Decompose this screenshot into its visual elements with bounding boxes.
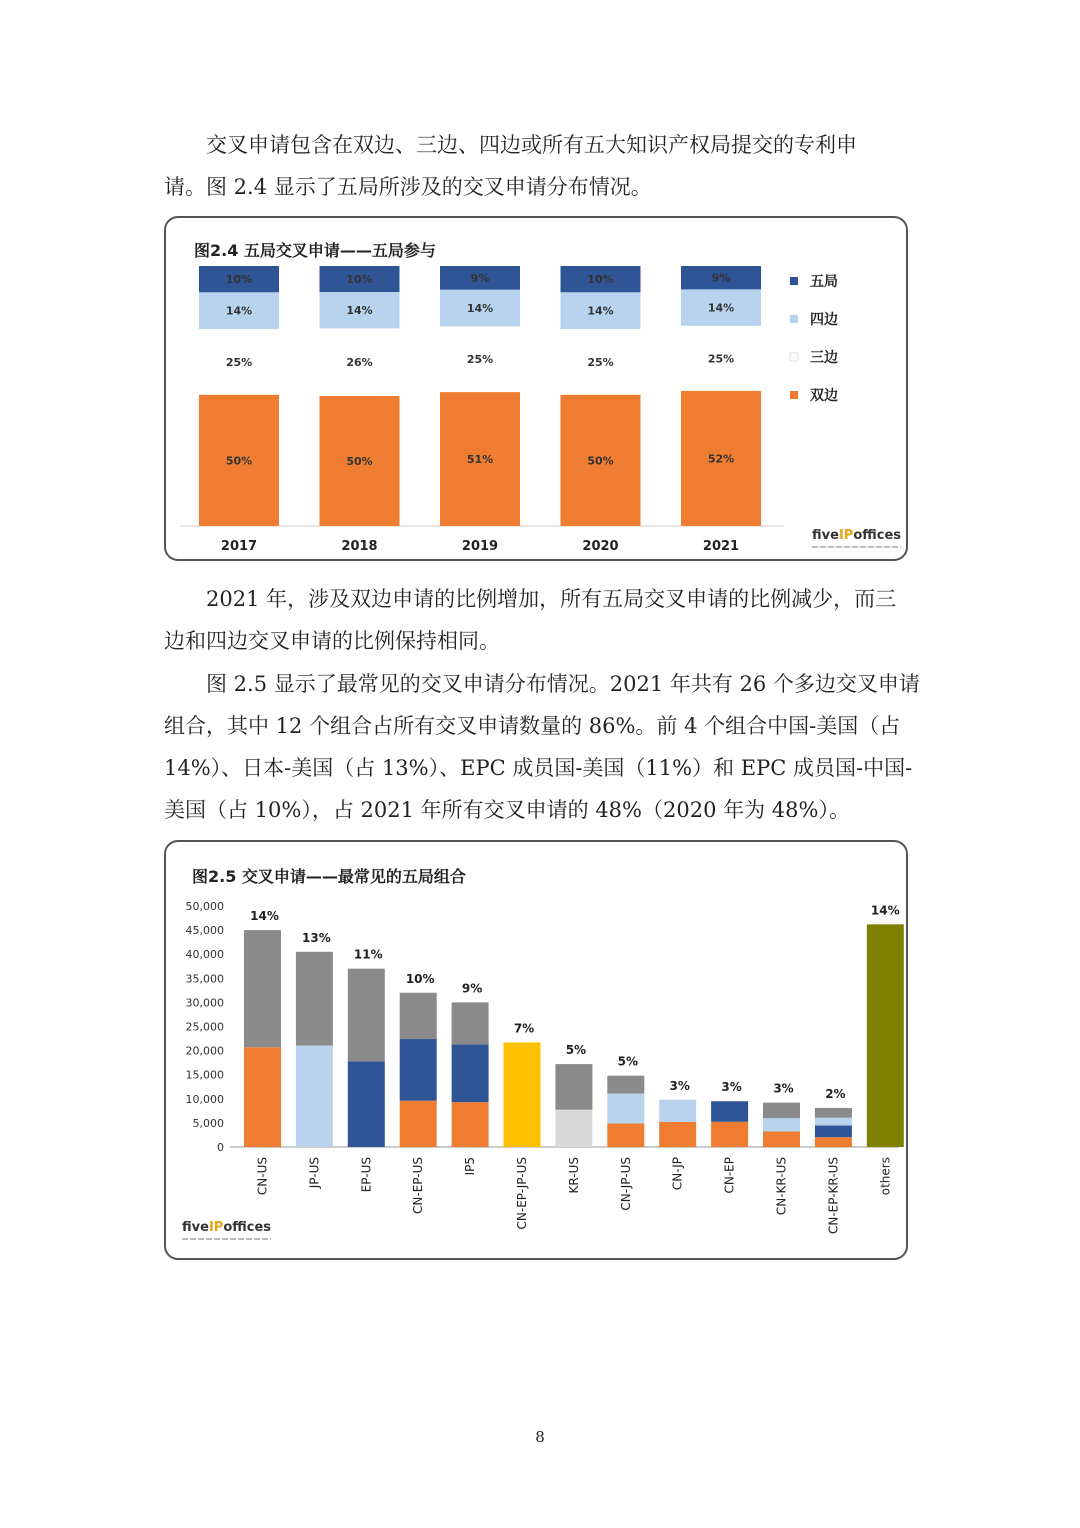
data-label: 14% — [225, 304, 253, 318]
y-tick-label: 15,000 — [185, 1068, 224, 1082]
legend-swatch — [790, 315, 798, 323]
data-label: 9% — [461, 981, 483, 996]
bar-segment — [296, 952, 333, 1046]
data-label: 52% — [707, 452, 735, 466]
x-tick-label: CN-EP — [722, 1157, 737, 1194]
data-label: 9% — [711, 271, 731, 285]
data-label: 51% — [466, 453, 494, 467]
bar-segment — [711, 1101, 748, 1122]
bar-segment — [815, 1108, 852, 1118]
text-line: 图 2.5 显示了最常见的交叉申请分布情况。2021 年共有 26 个多边交叉申请 — [164, 672, 920, 696]
text-line: 交叉申请包含在双边、三边、四边或所有五大知识产权局提交的专利申 — [164, 133, 857, 157]
bar-segment — [815, 1126, 852, 1138]
x-tick-label: others — [878, 1157, 893, 1196]
data-label: 50% — [346, 455, 373, 468]
data-label: 5% — [617, 1054, 638, 1069]
bar-chart — [166, 842, 906, 1258]
bar-segment — [763, 1131, 800, 1147]
y-tick-label: 0 — [217, 1141, 224, 1154]
figure-title: 图2.4 五局交叉申请——五局参与 — [194, 241, 436, 260]
x-tick-label: 2019 — [461, 539, 499, 554]
y-tick-label: 5,000 — [192, 1116, 224, 1130]
legend-label: 三边 — [810, 350, 838, 366]
y-tick-label: 10,000 — [185, 1092, 224, 1106]
bar-segment — [504, 1042, 541, 1147]
data-label: 25% — [587, 355, 614, 369]
text-line: 组合，其中 12 个组合占所有交叉申请数量的 86%。前 4 个组合中国-美国（占 — [164, 714, 901, 738]
x-tick-label: CN-US — [255, 1157, 270, 1196]
x-tick-label: EP-US — [359, 1157, 374, 1193]
y-tick-label: 35,000 — [185, 972, 224, 986]
bar-segment — [607, 1076, 644, 1094]
data-label: 26% — [346, 356, 373, 370]
paragraph-2 — [164, 578, 916, 662]
y-tick-label: 30,000 — [185, 996, 224, 1010]
data-label: 25% — [225, 355, 253, 369]
x-tick-label: CN-JP-US — [618, 1157, 633, 1211]
data-label: 14% — [870, 903, 900, 918]
x-tick-label: KR-US — [566, 1157, 581, 1194]
bar-segment — [763, 1103, 800, 1119]
data-label: 3% — [669, 1078, 690, 1093]
data-label: 5% — [565, 1043, 587, 1058]
x-tick-label: 2020 — [582, 539, 619, 554]
bar-segment — [452, 1044, 489, 1102]
bar-segment — [555, 1110, 592, 1147]
bar-segment — [348, 969, 385, 1062]
bar-segment — [244, 930, 281, 1047]
bar-segment — [400, 1101, 437, 1147]
bar-segment — [400, 993, 437, 1039]
data-label: 7% — [513, 1021, 535, 1036]
bar-segment — [244, 1047, 281, 1147]
x-tick-label: JP-US — [307, 1157, 322, 1189]
text-line: 14%）、日本-美国（占 13%）、EPC 成员国-美国（11%）和 EPC 成员国-中国- — [164, 756, 913, 780]
paragraph-3 — [164, 663, 920, 831]
bar-segment — [763, 1118, 800, 1131]
fiveipoffices-logo: fiveIPoffices — [182, 1220, 271, 1240]
y-tick-label: 50,000 — [185, 900, 224, 913]
x-tick-label: 2021 — [702, 539, 740, 554]
legend-label: 五局 — [810, 274, 838, 290]
bar-segment — [555, 1064, 592, 1110]
x-tick-label: IP5 — [463, 1157, 478, 1176]
data-label: 25% — [466, 353, 494, 367]
legend-swatch — [790, 353, 798, 361]
bar-segment — [711, 1122, 748, 1147]
data-label: 14% — [346, 304, 373, 318]
legend-swatch — [790, 391, 798, 399]
fiveipoffices-logo: fiveIPoffices — [812, 528, 901, 548]
legend-label: 双边 — [810, 388, 838, 404]
page-number: 8 — [535, 1428, 545, 1446]
legend-label: 四边 — [810, 312, 838, 328]
stacked-bar-chart — [166, 218, 906, 559]
text-line: 美国（占 10%），占 2021 年所有交叉申请的 48%（2020 年为 48%）。 — [164, 798, 850, 822]
x-tick-label: CN-KR-US — [774, 1157, 789, 1216]
bar-segment — [659, 1100, 696, 1122]
legend-swatch — [790, 277, 798, 285]
bar-segment — [815, 1118, 852, 1126]
figure-2-5 — [164, 840, 908, 1260]
data-label: 10% — [405, 971, 435, 986]
data-label: 10% — [587, 273, 614, 287]
text-line: 2021 年，涉及双边申请的比例增加，所有五局交叉申请的比例减少，而三 — [164, 587, 897, 611]
figure-2-4 — [164, 216, 908, 561]
paragraph-1 — [164, 124, 916, 208]
x-tick-label: CN-EP-US — [411, 1157, 426, 1214]
bar-segment — [348, 1061, 385, 1147]
data-label: 14% — [466, 302, 494, 316]
data-label: 3% — [721, 1080, 742, 1095]
x-tick-label: 2017 — [220, 539, 258, 554]
data-label: 50% — [587, 454, 614, 468]
bar-segment — [607, 1093, 644, 1123]
bar-segment — [452, 1002, 489, 1044]
bar-segment — [296, 1045, 333, 1147]
bar-segment — [815, 1137, 852, 1147]
bar-segment — [400, 1039, 437, 1101]
text-line: 边和四边交叉申请的比例保持相同。 — [164, 629, 500, 653]
data-label: 25% — [707, 352, 735, 366]
bar-segment — [659, 1122, 696, 1147]
x-tick-label: CN-JP — [670, 1157, 685, 1191]
bar-segment — [607, 1123, 644, 1147]
y-tick-label: 40,000 — [185, 948, 224, 962]
data-label: 14% — [587, 304, 614, 318]
data-label: 10% — [346, 273, 373, 286]
y-tick-label: 45,000 — [185, 924, 224, 938]
data-label: 13% — [302, 930, 331, 945]
x-tick-label: CN-EP-JP-US — [515, 1157, 529, 1230]
data-label: 10% — [225, 273, 253, 287]
text-line: 请。图 2.4 显示了五局所涉及的交叉申请分布情况。 — [164, 175, 652, 199]
bar-segment — [867, 924, 904, 1147]
bar-segment — [452, 1102, 489, 1147]
data-label: 14% — [250, 909, 279, 924]
x-tick-label: 2018 — [341, 539, 378, 554]
y-tick-label: 25,000 — [185, 1020, 224, 1034]
data-label: 11% — [353, 947, 383, 962]
data-label: 2% — [825, 1086, 846, 1101]
data-label: 3% — [773, 1081, 794, 1096]
data-label: 50% — [225, 454, 253, 468]
figure-title: 图2.5 交叉申请——最常见的五局组合 — [192, 867, 466, 886]
data-label: 14% — [707, 301, 735, 315]
y-tick-label: 20,000 — [185, 1044, 224, 1058]
x-tick-label: CN-EP-KR-US — [826, 1157, 841, 1235]
data-label: 9% — [470, 271, 490, 285]
